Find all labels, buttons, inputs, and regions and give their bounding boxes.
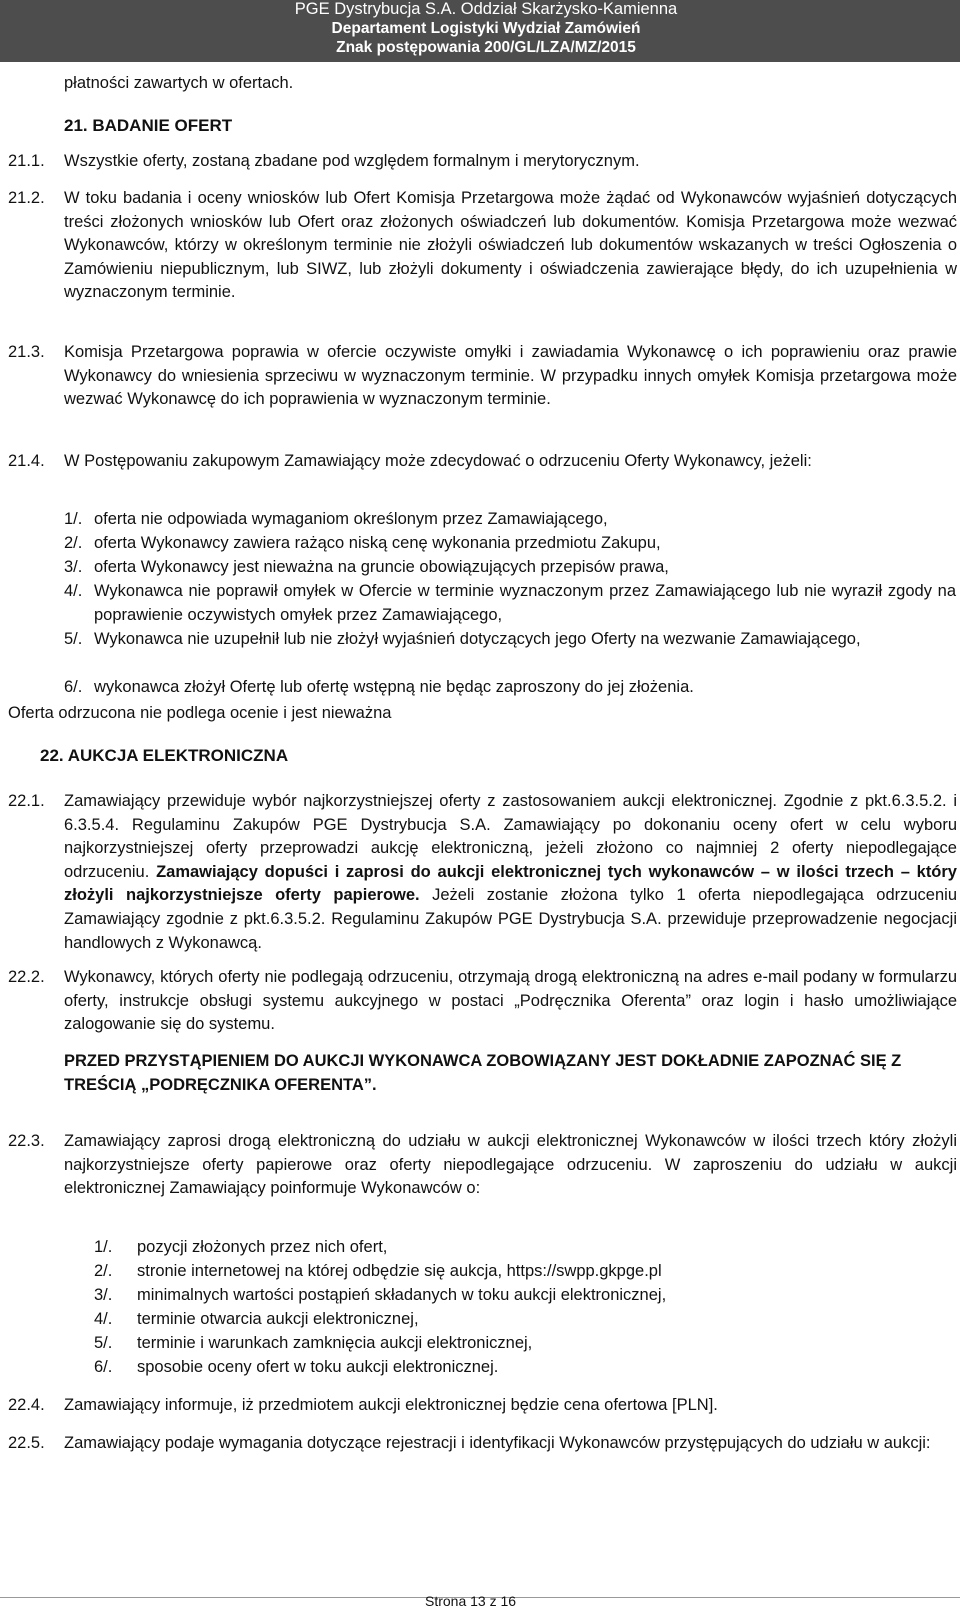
- list-item-text: oferta Wykonawcy jest nieważna na gruncie obowiązujących przepisów prawa,: [94, 558, 669, 576]
- list-item-number: 2/.: [64, 534, 83, 552]
- p21-1-number: 21.1.: [8, 152, 45, 170]
- list-item-number: 6/.: [94, 1358, 113, 1376]
- p22-1-text-b: Jeżeli zostanie złożona tylko 1 oferta niepodlegająca odrzuceniu Zamawiający zgodnie z pkt.6.3.5.2. Regulaminu Zakupów PGE Dystrybucja S.A. przewiduje przeprowadzenie negocjacji handlowych z Wykonawcą.: [64, 886, 957, 952]
- list-item-text: oferta Wykonawcy zawiera rażąco niską cenę wykonania przedmiotu Zakupu,: [94, 534, 661, 552]
- p22-1-text-bold: Zamawiający dopuści i zaprosi do aukcji elektronicznej tych wykonawców – w ilości trzech – który złożyli najkorzystniejsze oferty papierowe.: [64, 862, 957, 905]
- list-item-text: minimalnych wartości postąpień składanych w toku aukcji elektronicznej,: [137, 1286, 667, 1304]
- p21-4-text: W Postępowaniu zakupowym Zamawiający może zdecydować o odrzuceniu Oferty Wykonawcy, jeżeli:: [64, 452, 812, 470]
- p22-5-number: 22.5.: [8, 1434, 45, 1452]
- p22-2-text: Wykonawcy, których oferty nie podlegają odrzuceniu, otrzymają drogą elektroniczną na adres e-mail podany w formularzu oferty, instrukcje obsługi systemu aukcyjnego w postaci „Podręcznika Oferenta” oraz login i hasło umożliwiające zalogowanie się do systemu.: [64, 968, 957, 1034]
- header-department: Departament Logistyki Wydział Zamówień: [331, 20, 641, 37]
- list-item-number: 5/.: [64, 630, 83, 648]
- list-item-text: Wykonawca nie poprawił omyłek w Ofercie w terminie wyznaczonym przez Zamawiającego lub nie wyraził zgody na poprawienie oczywistych omyłek przez Zamawiającego,: [94, 582, 956, 624]
- list-item-text: oferta nie odpowiada wymaganiom określonym przez Zamawiającego,: [94, 510, 608, 528]
- p22-5-text: Zamawiający podaje wymagania dotyczące rejestracji i identyfikacji Wykonawców przystępujących do udziału w aukcji:: [64, 1434, 931, 1452]
- list-item-text: stronie internetowej na której odbędzie się aukcja, https://swpp.gkpge.pl: [137, 1262, 662, 1280]
- list-item-number: 1/.: [64, 510, 83, 528]
- header-reference: Znak postępowania 200/GL/LZA/MZ/2015: [336, 39, 636, 56]
- p21-1-text: Wszystkie oferty, zostaną zbadane pod względem formalnym i merytorycznym.: [64, 152, 640, 170]
- list-item-number: 4/.: [94, 1310, 113, 1328]
- list-item-number: 6/.: [64, 678, 83, 696]
- list-item-number: 3/.: [94, 1286, 113, 1304]
- warning-text: PRZED PRZYSTĄPIENIEM DO AUKCJI WYKONAWCA ZOBOWIĄZANY JEST DOKŁADNIE ZAPOZNAĆ SIĘ Z TREŚCIĄ „PODRĘCZNIKA OFERENTA”.: [64, 1052, 902, 1094]
- list-item-number: 5/.: [94, 1334, 113, 1352]
- p21-4-number: 21.4.: [8, 452, 45, 470]
- list-item-text: Wykonawca nie uzupełnił lub nie złożył wyjaśnień dotyczących jego Oferty na wezwanie Zamawiającego,: [94, 630, 861, 648]
- page-number: Strona 13 z 16: [425, 1593, 517, 1609]
- list-item-text: sposobie oceny ofert w toku aukcji elektronicznej.: [137, 1358, 499, 1376]
- p22-1-text: [64, 790, 957, 955]
- p22-2-number: 22.2.: [8, 968, 45, 986]
- list-item-text: terminie i warunkach zamknięcia aukcji elektronicznej,: [137, 1334, 533, 1352]
- header-text: [256, 0, 716, 57]
- list-item-text: pozycji złożonych przez nich ofert,: [137, 1238, 388, 1256]
- p21-2-text: W toku badania i oceny wniosków lub Ofert Komisja Przetargowa może żądać od Wykonawców wyjaśnień dotyczących treści złożonych wniosków lub Ofert oraz złożonych oświadczeń lub dokumentów. Komisja Przetargowa może wezwać Wykonawców, którzy w określonym terminie nie złożyli oświadczeń lub dokumentów wskazanych w treści Ogłoszenia o Zamówieniu niepublicznym, lub SIWZ, lub złożyli dokumenty i oświadczenia zawierające błędy, do ich uzupełnienia w wyznaczonym terminie.: [64, 189, 957, 302]
- list-item-number: 2/.: [94, 1262, 113, 1280]
- p21-3-number: 21.3.: [8, 343, 45, 361]
- intro-text: płatności zawartych w ofertach.: [64, 74, 294, 92]
- p21-2-number: 21.2.: [8, 189, 45, 207]
- header-company: PGE Dystrybucja S.A. Oddział Skarżysko-Kamienna: [294, 0, 678, 18]
- list-item-text: wykonawca złożył Ofertę lub ofertę wstępną nie będąc zaproszony do jej złożenia.: [94, 678, 694, 696]
- p22-4-number: 22.4.: [8, 1396, 45, 1414]
- list-item-text: terminie otwarcia aukcji elektronicznej,: [137, 1310, 419, 1328]
- list-item-number: 4/.: [64, 582, 83, 600]
- list-item-number: 1/.: [94, 1238, 113, 1256]
- p21-3-text: Komisja Przetargowa poprawia w ofercie oczywiste omyłki i zawiadamia Wykonawcę o ich poprawieniu oraz prawie Wykonawcy do wniesienia sprzeciwu w wyznaczonym terminie. W przypadku innych omyłek Komisja przetargowa może wezwać Wykonawcę do ich poprawienia w wyznaczonym terminie.: [64, 343, 957, 409]
- p22-3-text: Zamawiający zaprosi drogą elektroniczną do udziału w aukcji elektronicznej Wykonawców w ilości trzech który złożyli najkorzystniejsze oferty papierowe oraz oferty niepodlegające odrzuceniu. W zaproszeniu do udziału w aukcji elektronicznej Zamawiający poinformuje Wykonawców o:: [64, 1132, 957, 1198]
- section-22-heading: 22. AUKCJA ELEKTRONICZNA: [40, 746, 289, 765]
- page-header: [0, 0, 960, 62]
- p22-4-text: Zamawiający informuje, iż przedmiotem aukcji elektronicznej będzie cena ofertowa [PLN].: [64, 1396, 718, 1414]
- p22-1-text-a: Zamawiający przewiduje wybór najkorzystniejszej oferty z zastosowaniem aukcji elektronicznej. Zgodnie z pkt.6.3.5.2. i 6.3.5.4. Regulaminu Zakupów PGE Dystrybucja S.A. Zamawiający po dokonaniu oceny ofert w celu wyboru najkorzystniejszej oferty przeprowadzi aukcję elektroniczną, jeżeli złożono co najmniej 2 oferty niepodlegające odrzuceniu.: [64, 792, 957, 881]
- p22-3-number: 22.3.: [8, 1132, 45, 1150]
- section-21-heading: 21. BADANIE OFERT: [64, 116, 233, 135]
- list-item-number: 3/.: [64, 558, 83, 576]
- p22-1-number: 22.1.: [8, 792, 45, 810]
- rejection-note: Oferta odrzucona nie podlega ocenie i jest nieważna: [8, 704, 392, 722]
